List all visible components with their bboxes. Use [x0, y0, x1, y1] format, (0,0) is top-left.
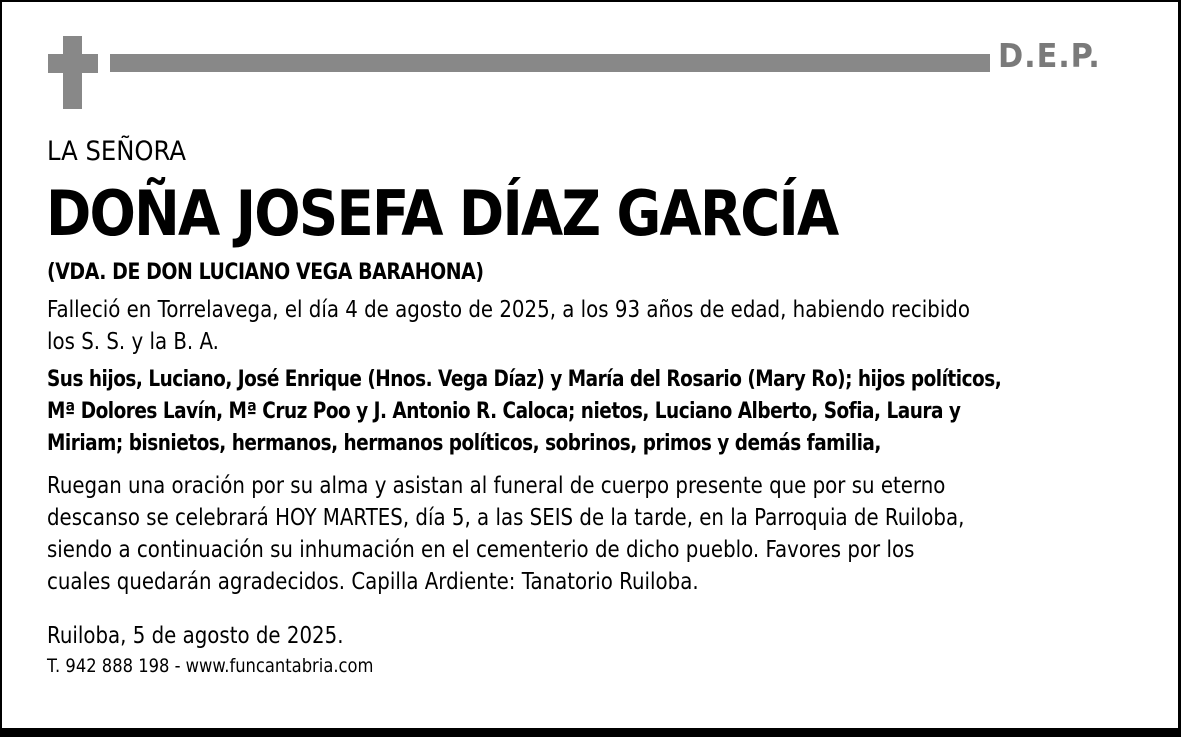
family-line: Mª Dolores Lavín, Mª Cruz Poo y J. Antonio R. Caloca; nietos, Luciano Alberto, Sofia, Laura y [47, 399, 961, 424]
widow-of: (VDA. DE DON LUCIANO VEGA BARAHONA) [47, 260, 484, 285]
honorific: LA SEÑORA [47, 136, 187, 167]
death-notice-line: Falleció en Torrelavega, el día 4 de agosto de 2025, a los 93 años de edad, habiendo recibido [47, 297, 970, 323]
family-line: Sus hijos, Luciano, José Enrique (Hnos. Vega Díaz) y María del Rosario (Mary Ro); hijos políticos, [47, 367, 1002, 392]
cross-icon-arm [48, 54, 98, 73]
death-notice [47, 294, 993, 358]
deceased-name: DOÑA JOSEFA DÍAZ GARCÍA [46, 177, 838, 250]
obituary-content [47, 132, 1147, 680]
funeral-line: Ruegan una oración por su alma y asistan al funeral de cuerpo presente que por su eterno [47, 473, 946, 499]
funeral-line: siendo a continuación su inhumación en el cementerio de dicho pueblo. Favores por los [47, 537, 915, 563]
family-line: Miriam; bisnietos, hermanos, hermanos políticos, sobrinos, primos y demás familia, [47, 431, 881, 456]
funeral-line: cuales quedarán agradecidos. Capilla Ardiente: Tanatorio Ruiloba. [47, 569, 699, 595]
header-rule [110, 54, 990, 72]
funeral-details [47, 470, 993, 598]
death-notice-line: los S. S. y la B. A. [47, 329, 219, 355]
place-date: Ruiloba, 5 de agosto de 2025. [47, 623, 344, 649]
funeral-home-contact: T. 942 888 198 - www.funcantabria.com [47, 655, 374, 677]
funeral-line: descanso se celebrará HOY MARTES, día 5, a las SEIS de la tarde, en la Parroquia de Ruiloba, [47, 505, 965, 531]
family-list [47, 364, 1002, 460]
dep-badge: D.E.P. [998, 36, 1101, 75]
